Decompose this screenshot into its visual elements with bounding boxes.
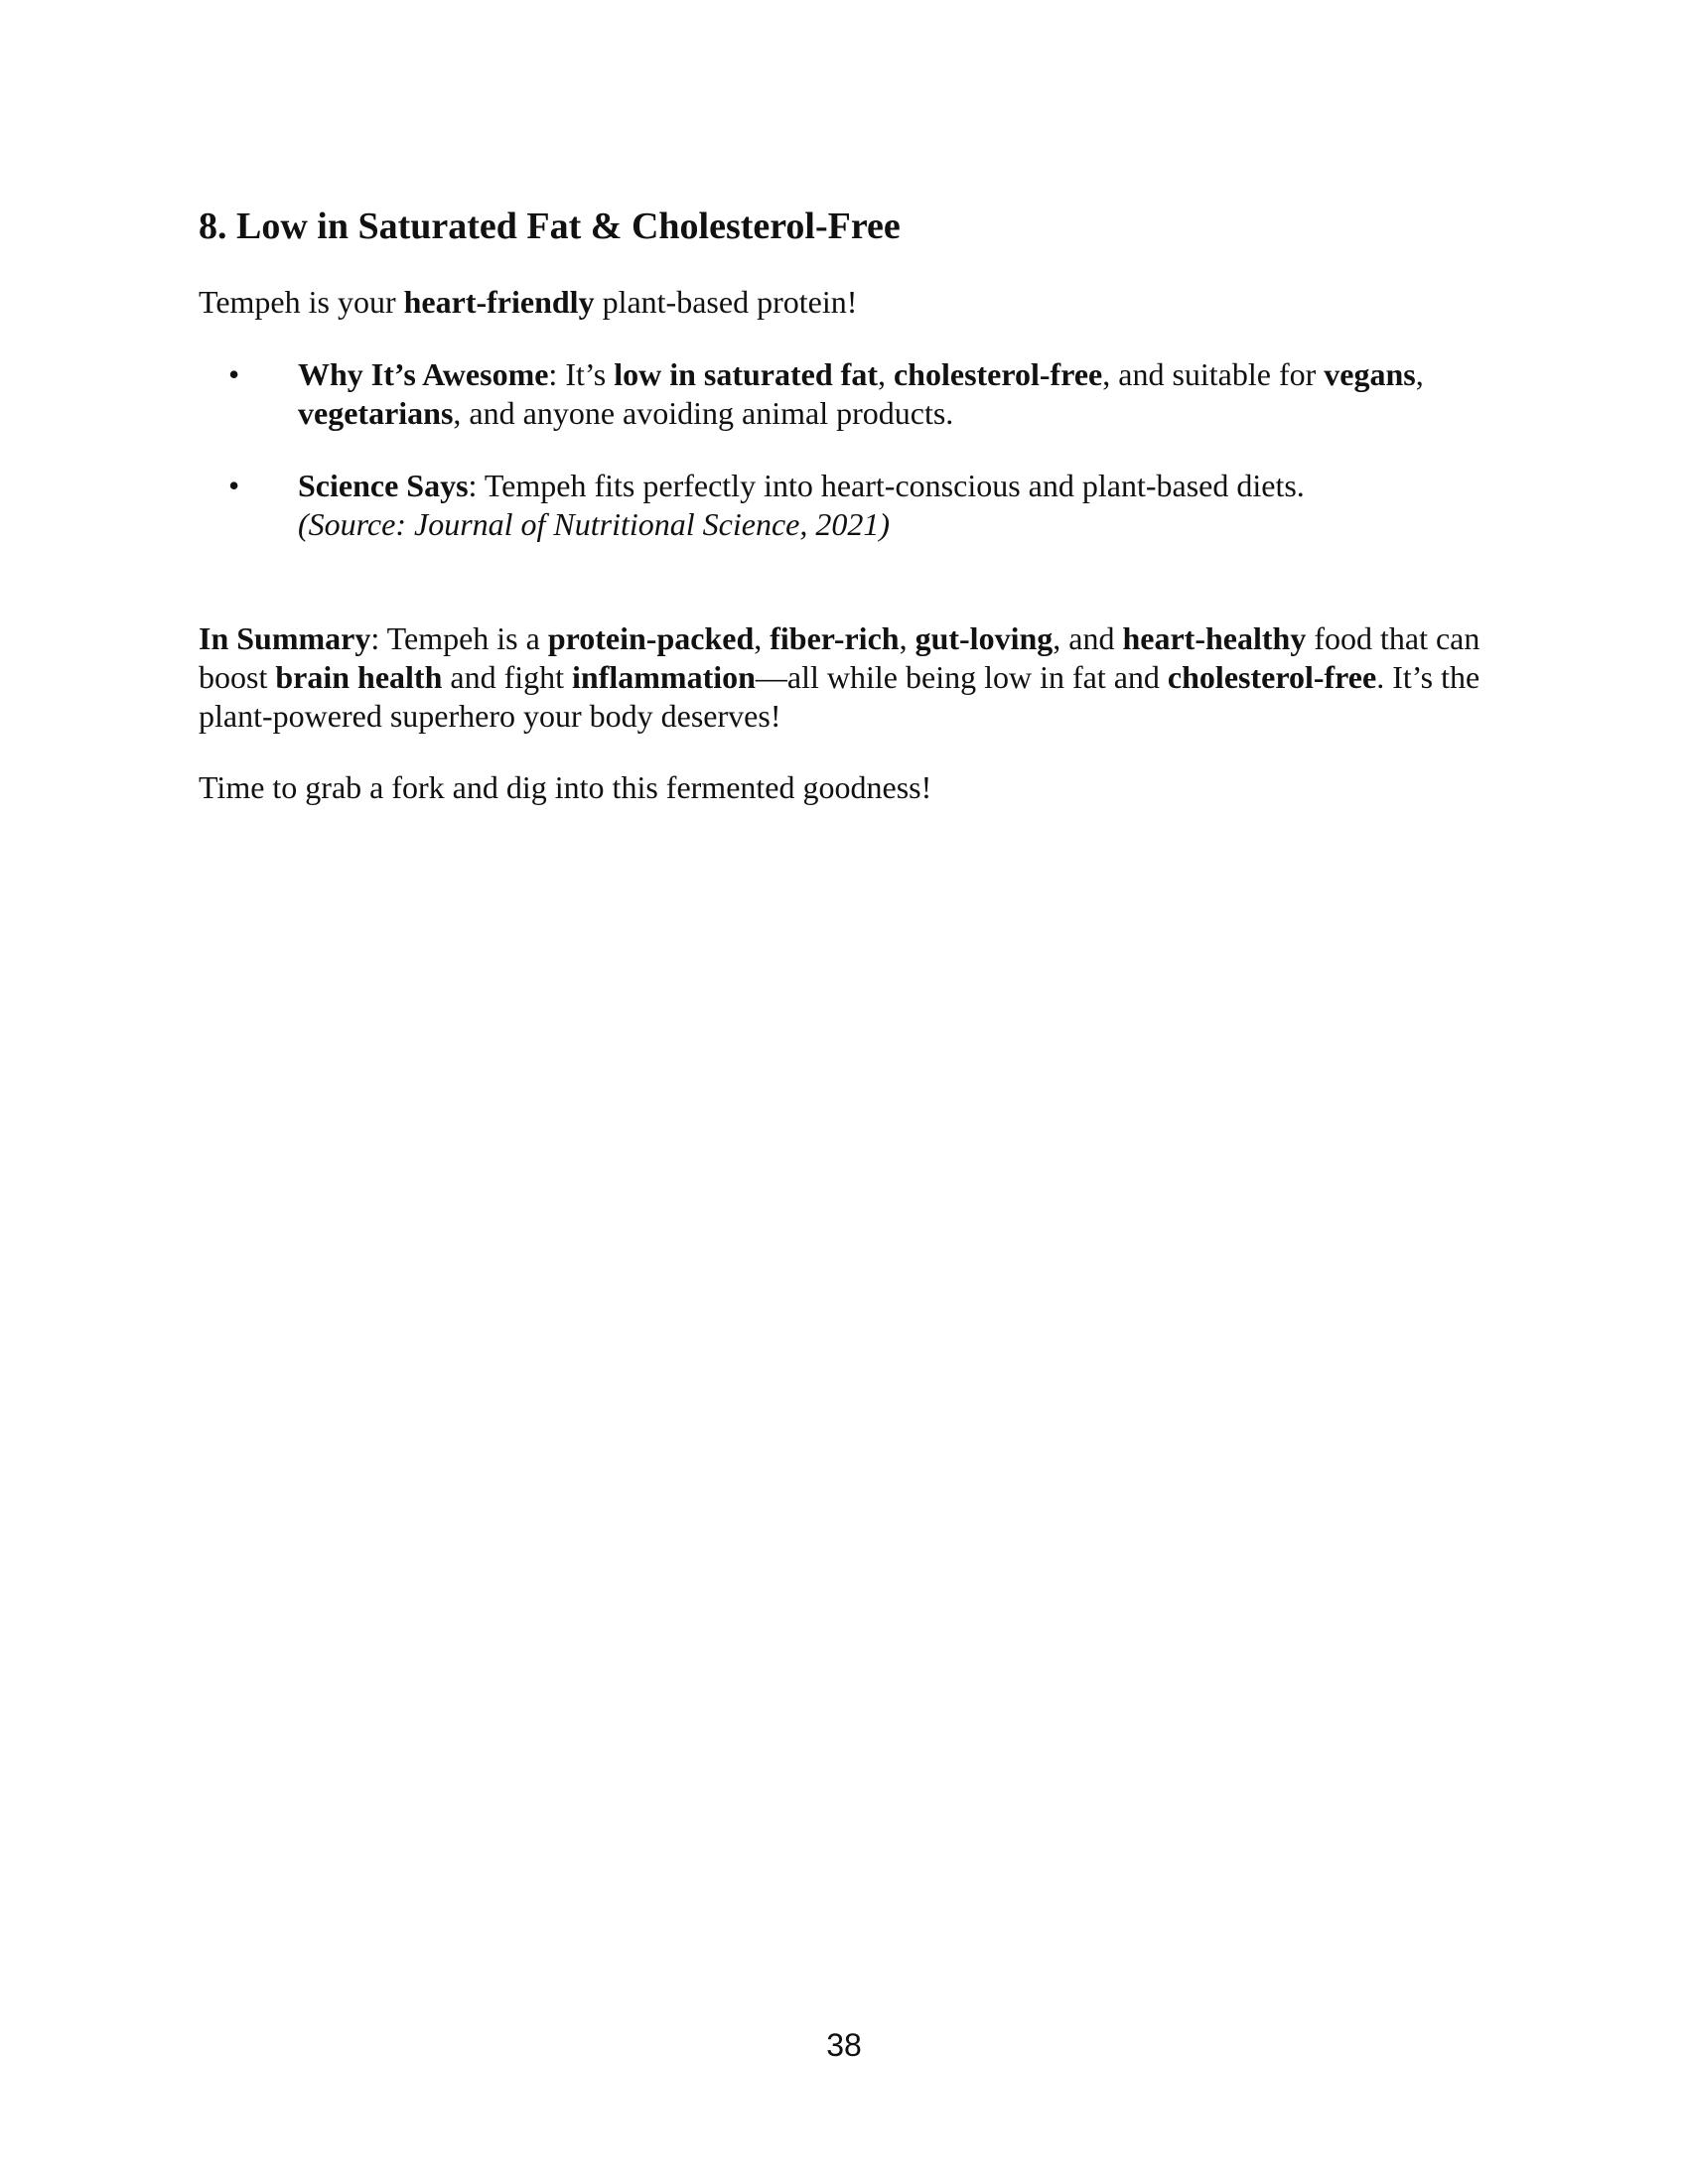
intro-text-1: Tempeh is your [199,284,404,320]
summary-bold: heart-healthy [1122,620,1307,656]
bullet-text: : It’s [548,356,615,392]
intro-bold-1: heart-friendly [403,284,595,320]
summary-text: . It’s the plant-powered superhero your body deserves! [199,659,1480,734]
summary-label: In Summary [199,620,371,656]
summary-bold: gut-loving [914,620,1054,656]
bullet-bold: low in saturated fat [614,356,878,392]
intro-text-2: plant-based protein! [594,284,858,320]
bullet-marker: • [228,356,240,392]
summary-text: , [754,620,771,656]
summary-bold: protein-packed [547,620,755,656]
summary-text: : Tempeh is a [370,620,548,656]
bullet-text: , and suitable for [1102,356,1325,392]
summary-bold: fiber-rich [770,620,900,656]
bullet-bold: cholesterol-free [893,356,1103,392]
page-number: 38 [826,2027,862,2063]
summary-text: —all while being low in fat and [755,659,1168,695]
summary-bold: brain health [275,659,443,695]
bullet-label: Why It’s Awesome [298,356,549,392]
bullet-text: , [877,356,894,392]
bullet-label: Science Says [298,468,469,503]
bullet-text: : Tempeh fits perfectly into heart-conscious and plant-based diets. [468,468,1305,503]
bullet-text: , and anyone avoiding animal products. [453,395,954,431]
summary-bold: cholesterol-free [1167,659,1377,695]
closing-paragraph: Time to grab a fork and dig into this fermented goodness! [199,769,932,805]
document-page [199,199,1499,805]
summary-text: , [899,620,915,656]
bullet-bold: vegetarians [298,395,454,431]
bullet-marker: • [228,468,240,503]
section-title: 8. Low in Saturated Fat & Cholesterol-Free [199,205,901,247]
summary-bold: inflammation [572,659,756,695]
bullet-item-science-says [199,467,1479,544]
intro-paragraph [199,283,1499,322]
source-citation: (Source: Journal of Nutritional Science, 2021) [298,506,891,542]
summary-paragraph [199,619,1499,736]
summary-text: , and [1053,620,1123,656]
bullet-item-why-awesome [199,355,1479,433]
bullet-bold: vegans [1324,356,1416,392]
summary-text: food that can boost [199,620,1480,695]
bullet-list [199,355,1499,544]
bullet-text: , [1415,356,1424,392]
summary-text: and fight [442,659,573,695]
